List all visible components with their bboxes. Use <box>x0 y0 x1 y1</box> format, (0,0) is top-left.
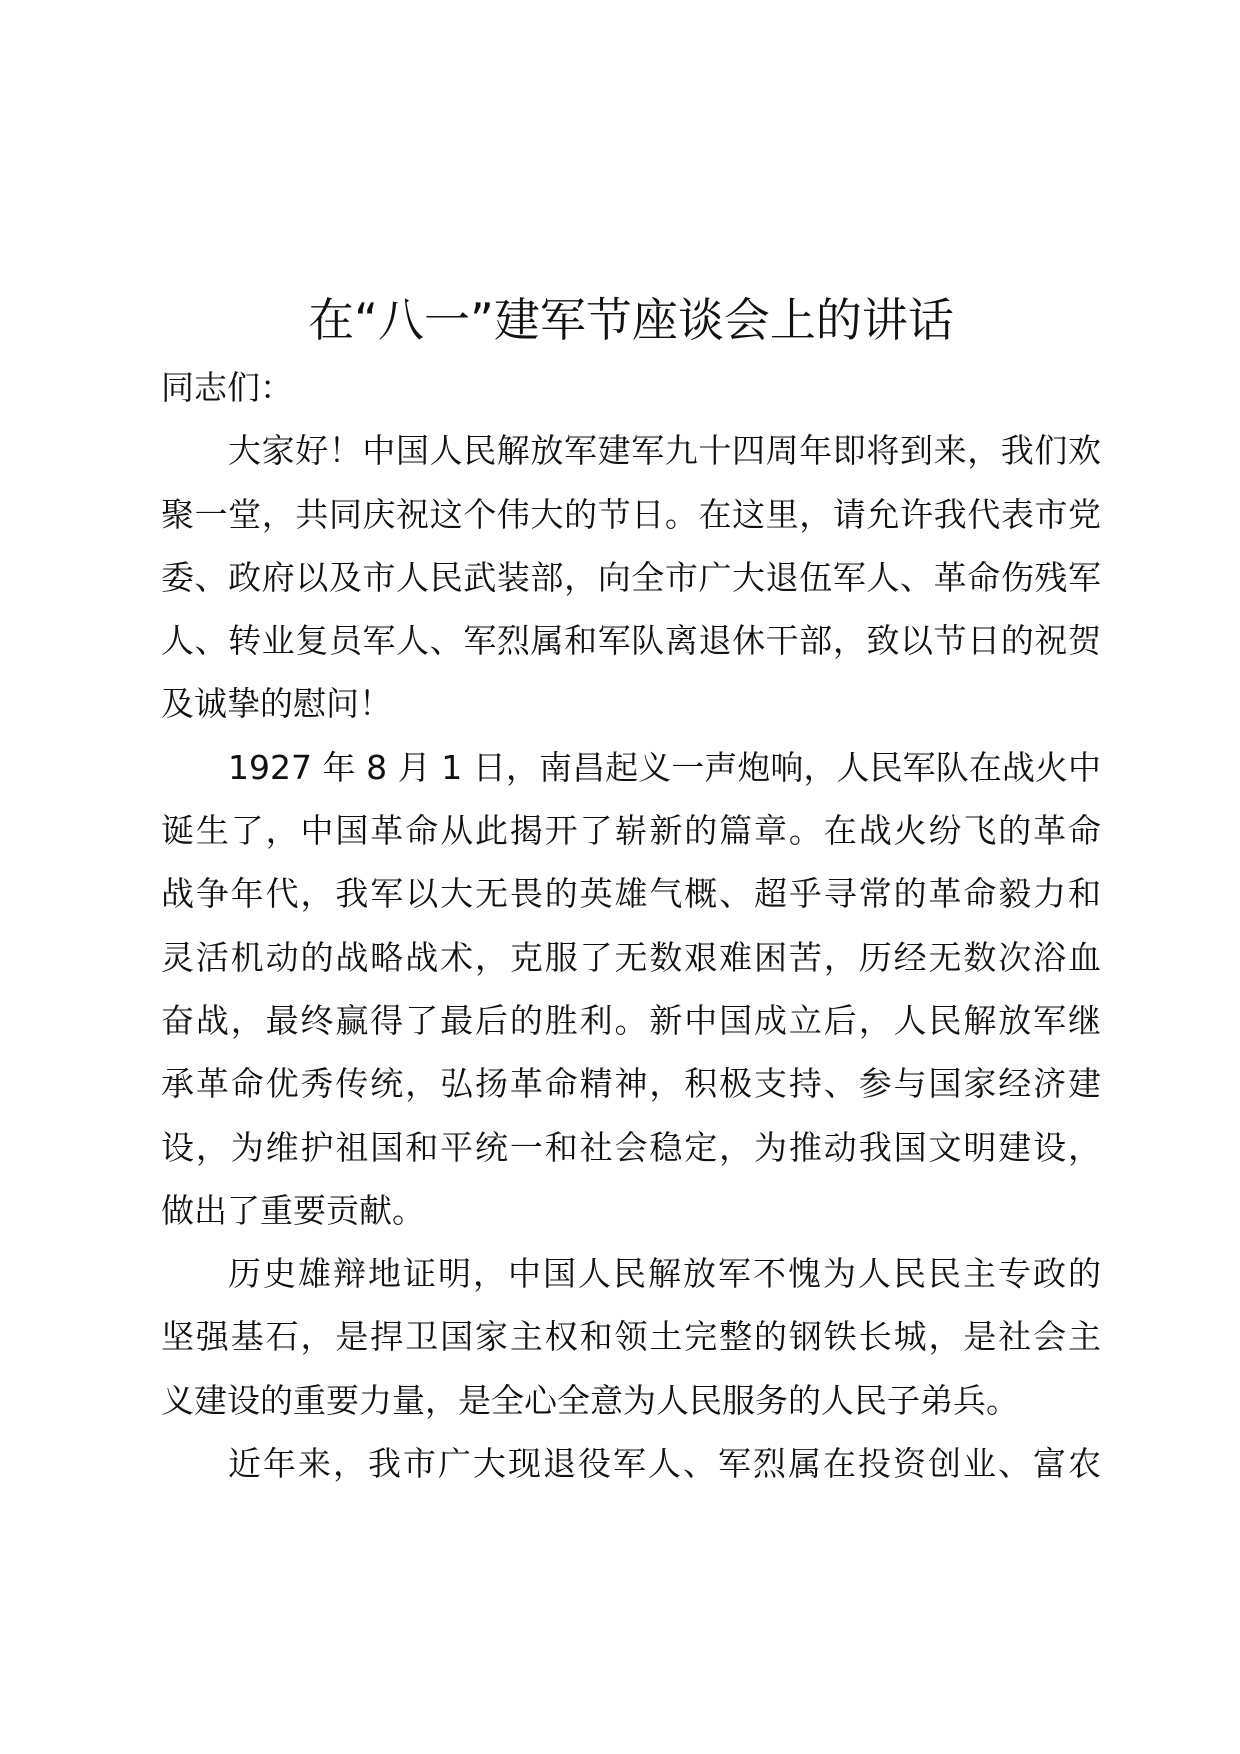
paragraph-line: 1927 年 8 月 1 日，南昌起义一声炮响，人民军队在战火中 <box>228 747 1101 787</box>
document-title: 在“八一”建军节座谈会上的讲话 <box>308 293 954 347</box>
salutation: 同志们： <box>161 368 293 407</box>
paragraph-line: 战争年代，我军以大无畏的英雄气概、超乎寻常的革命毅力和 <box>161 874 1101 914</box>
paragraph-1 <box>161 419 1101 735</box>
paragraph-line: 诞生了，中国革命从此揭开了崭新的篇章。在战火纷飞的革命 <box>161 811 1101 851</box>
paragraph-line: 委、政府以及市人民武装部，向全市广大退伍军人、革命伤残军 <box>161 557 1101 597</box>
paragraph-line: 历史雄辩地证明，中国人民解放军不愧为人民民主专政的 <box>228 1254 1101 1294</box>
paragraph-line: 灵活机动的战略战术，克服了无数艰难困苦，历经无数次浴血 <box>161 937 1101 977</box>
paragraph-line: 义建设的重要力量，是全心全意为人民服务的人民子弟兵。 <box>161 1380 1019 1420</box>
paragraph-line: 聚一堂，共同庆祝这个伟大的节日。在这里，请允许我代表市党 <box>161 494 1101 534</box>
paragraph-line: 近年来，我市广大现退役军人、军烈属在投资创业、富农 <box>228 1444 1101 1484</box>
paragraph-4 <box>161 1432 1101 1495</box>
paragraph-line: 坚强基石，是捍卫国家主权和领土完整的钢铁长城，是社会主 <box>161 1317 1101 1357</box>
paragraph-line: 承革命优秀传统，弘扬革命精神，积极支持、参与国家经济建 <box>161 1064 1101 1104</box>
paragraph-line: 大家好！中国人民解放军建军九十四周年即将到来，我们欢 <box>228 431 1101 471</box>
paragraph-line: 及诚挚的慰问！ <box>161 684 392 724</box>
paragraph-line: 做出了重要贡献。 <box>161 1190 425 1230</box>
document-body <box>161 356 1101 1495</box>
paragraph-2 <box>161 736 1101 1242</box>
paragraph-line: 设，为维护祖国和平统一和社会稳定，为推动我国文明建设， <box>161 1127 1101 1167</box>
paragraph-3 <box>161 1242 1101 1432</box>
paragraph-line: 奋战，最终赢得了最后的胜利。新中国成立后，人民解放军继 <box>161 1000 1101 1040</box>
paragraph-line: 人、转业复员军人、军烈属和军队离退休干部，致以节日的祝贺 <box>161 621 1101 661</box>
